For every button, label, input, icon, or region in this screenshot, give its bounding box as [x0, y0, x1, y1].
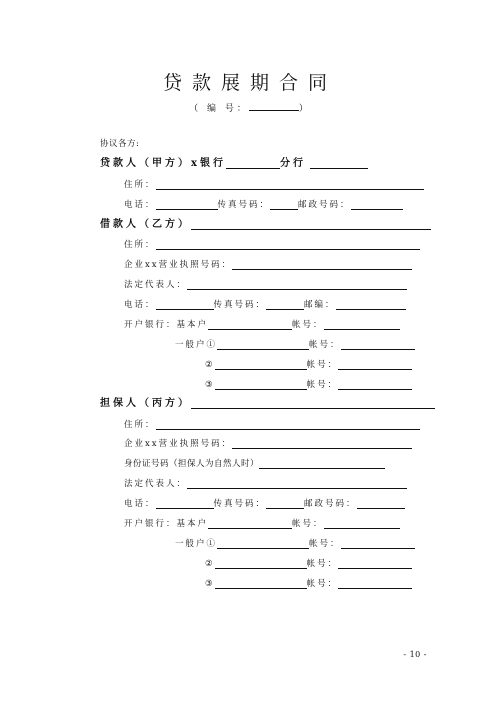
guarantor-general-3-line — [205, 577, 412, 589]
borrower-basic-label: 基本户 — [176, 320, 209, 330]
guarantor-general-3-account-label: 帐号： — [306, 579, 339, 589]
guarantor-label: 担保人（丙方） — [100, 398, 191, 409]
guarantor-bank-label: 开户银行： — [124, 519, 177, 529]
borrower-general-1-blank[interactable] — [217, 339, 309, 350]
guarantor-basic-label: 基本户 — [176, 519, 209, 529]
borrower-bank-basic-line — [124, 318, 400, 330]
lender-address-blank[interactable] — [156, 179, 424, 190]
guarantor-general-2-account-label: 帐号： — [306, 559, 339, 569]
contract-number-blank[interactable] — [249, 102, 299, 111]
borrower-address-label: 住所： — [124, 240, 156, 250]
guarantor-general-2-label: ② — [205, 559, 215, 569]
borrower-phone-label: 电话： — [124, 300, 156, 310]
lender-postcode-label: 邮政号码： — [298, 200, 351, 210]
borrower-postcode-blank[interactable] — [336, 299, 406, 310]
guarantor-general-1-account-label: 帐号： — [309, 539, 341, 549]
guarantor-basic-blank[interactable] — [208, 518, 292, 529]
guarantor-postcode-blank[interactable] — [357, 498, 405, 509]
guarantor-general-2-account-blank[interactable] — [338, 558, 412, 569]
borrower-basic-account-label: 帐号： — [292, 320, 324, 330]
borrower-basic-blank[interactable] — [208, 319, 292, 330]
lender-fax-label: 传真号码： — [217, 200, 271, 210]
borrower-bank-label: 开户银行： — [124, 320, 177, 330]
guarantor-general-label: 一般户① — [175, 539, 218, 549]
guarantor-general-3-blank[interactable] — [215, 578, 307, 589]
lender-address-label: 住所： — [124, 180, 156, 190]
borrower-license-label: 企业xx营业执照号码： — [124, 260, 233, 270]
borrower-general-2-line — [205, 358, 412, 370]
lender-phone-blank[interactable] — [156, 199, 218, 210]
borrower-address-blank[interactable] — [156, 239, 420, 250]
guarantor-license-line — [124, 437, 412, 449]
borrower-general-1-account-label: 帐号： — [309, 340, 341, 350]
guarantor-general-1-line — [175, 537, 415, 549]
guarantor-general-1-blank[interactable] — [217, 538, 309, 549]
guarantor-name-blank[interactable] — [191, 398, 435, 409]
guarantor-basic-account-blank[interactable] — [324, 518, 400, 529]
borrower-phone-blank[interactable] — [156, 299, 214, 310]
borrower-general-3-account-blank[interactable] — [338, 379, 412, 390]
borrower-general-2-label: ② — [205, 360, 215, 370]
lender-fax-blank[interactable] — [270, 199, 298, 210]
lender-branch-label: 分行 — [279, 158, 306, 169]
borrower-general-2-account-blank[interactable] — [338, 359, 412, 370]
lender-postcode-blank[interactable] — [351, 199, 403, 210]
borrower-fax-label: 传真号码： — [213, 300, 267, 310]
parties-heading — [100, 137, 139, 149]
borrower-general-2-blank[interactable] — [215, 359, 307, 370]
borrower-general-3-blank[interactable] — [215, 379, 307, 390]
guarantor-fax-label: 传真号码： — [213, 499, 267, 509]
guarantor-general-2-line — [205, 557, 412, 569]
contract-number-label: （ 编 号： — [189, 104, 249, 114]
borrower-legal-rep-line — [124, 278, 407, 290]
guarantor-legal-rep-blank[interactable] — [187, 478, 407, 489]
borrower-general-1-account-blank[interactable] — [341, 339, 415, 350]
borrower-general-3-line — [205, 378, 412, 390]
guarantor-general-3-label: ③ — [205, 579, 215, 589]
borrower-general-2-account-label: 帐号： — [306, 360, 339, 370]
lender-branch-blank[interactable] — [310, 158, 368, 169]
page-number: - 10 - — [403, 650, 427, 659]
borrower-contact-line — [124, 298, 406, 310]
guarantor-license-label: 企业xx营业执照号码： — [124, 439, 233, 449]
contract-number-close: ） — [298, 104, 311, 114]
lender-line — [100, 157, 368, 169]
guarantor-general-2-blank[interactable] — [215, 558, 307, 569]
lender-contact-line — [124, 198, 403, 210]
guarantor-bank-basic-line — [124, 517, 400, 529]
borrower-legal-rep-blank[interactable] — [187, 279, 407, 290]
borrower-line — [100, 218, 431, 230]
guarantor-fax-blank[interactable] — [266, 498, 304, 509]
borrower-license-line — [124, 258, 412, 270]
guarantor-phone-label: 电话： — [124, 499, 156, 509]
borrower-general-3-account-label: 帐号： — [306, 380, 339, 390]
guarantor-id-blank[interactable] — [259, 458, 385, 469]
guarantor-line — [100, 397, 435, 409]
borrower-name-blank[interactable] — [191, 219, 431, 230]
borrower-postcode-label: 邮编： — [304, 300, 336, 310]
borrower-legal-rep-label: 法定代表人： — [124, 280, 188, 290]
guarantor-address-blank[interactable] — [156, 419, 420, 430]
guarantor-id-label: 身份证号码（担保人为自然人时） — [124, 459, 260, 469]
guarantor-postcode-label: 邮政号码： — [304, 499, 357, 509]
borrower-general-3-label: ③ — [205, 380, 215, 390]
guarantor-contact-line — [124, 497, 405, 509]
borrower-fax-blank[interactable] — [266, 299, 304, 310]
guarantor-license-blank[interactable] — [232, 438, 412, 449]
borrower-general-1-line — [175, 338, 415, 350]
guarantor-address-line — [124, 418, 420, 430]
borrower-general-label: 一般户① — [175, 340, 218, 350]
contract-number-line — [0, 101, 500, 114]
lender-bank-blank[interactable] — [226, 158, 280, 169]
page-title: 贷款展期合同 — [162, 72, 337, 94]
borrower-basic-account-blank[interactable] — [324, 319, 400, 330]
guarantor-general-1-account-blank[interactable] — [341, 538, 415, 549]
guarantor-legal-rep-line — [124, 477, 407, 489]
guarantor-id-line — [124, 457, 385, 469]
lender-address-line — [124, 178, 424, 190]
guarantor-basic-account-label: 帐号： — [292, 519, 324, 529]
lender-phone-label: 电话： — [124, 200, 156, 210]
lender-label: 贷款人（甲方）x银行 — [100, 158, 226, 169]
guarantor-phone-blank[interactable] — [156, 498, 214, 509]
guarantor-general-3-account-blank[interactable] — [338, 578, 412, 589]
guarantor-legal-rep-label: 法定代表人： — [124, 479, 188, 489]
parties-heading-text: 协议各方: — [100, 139, 140, 149]
borrower-label: 借款人（乙方） — [100, 219, 191, 230]
borrower-address-line — [124, 238, 420, 250]
guarantor-address-label: 住所： — [124, 420, 156, 430]
borrower-license-blank[interactable] — [232, 259, 412, 270]
